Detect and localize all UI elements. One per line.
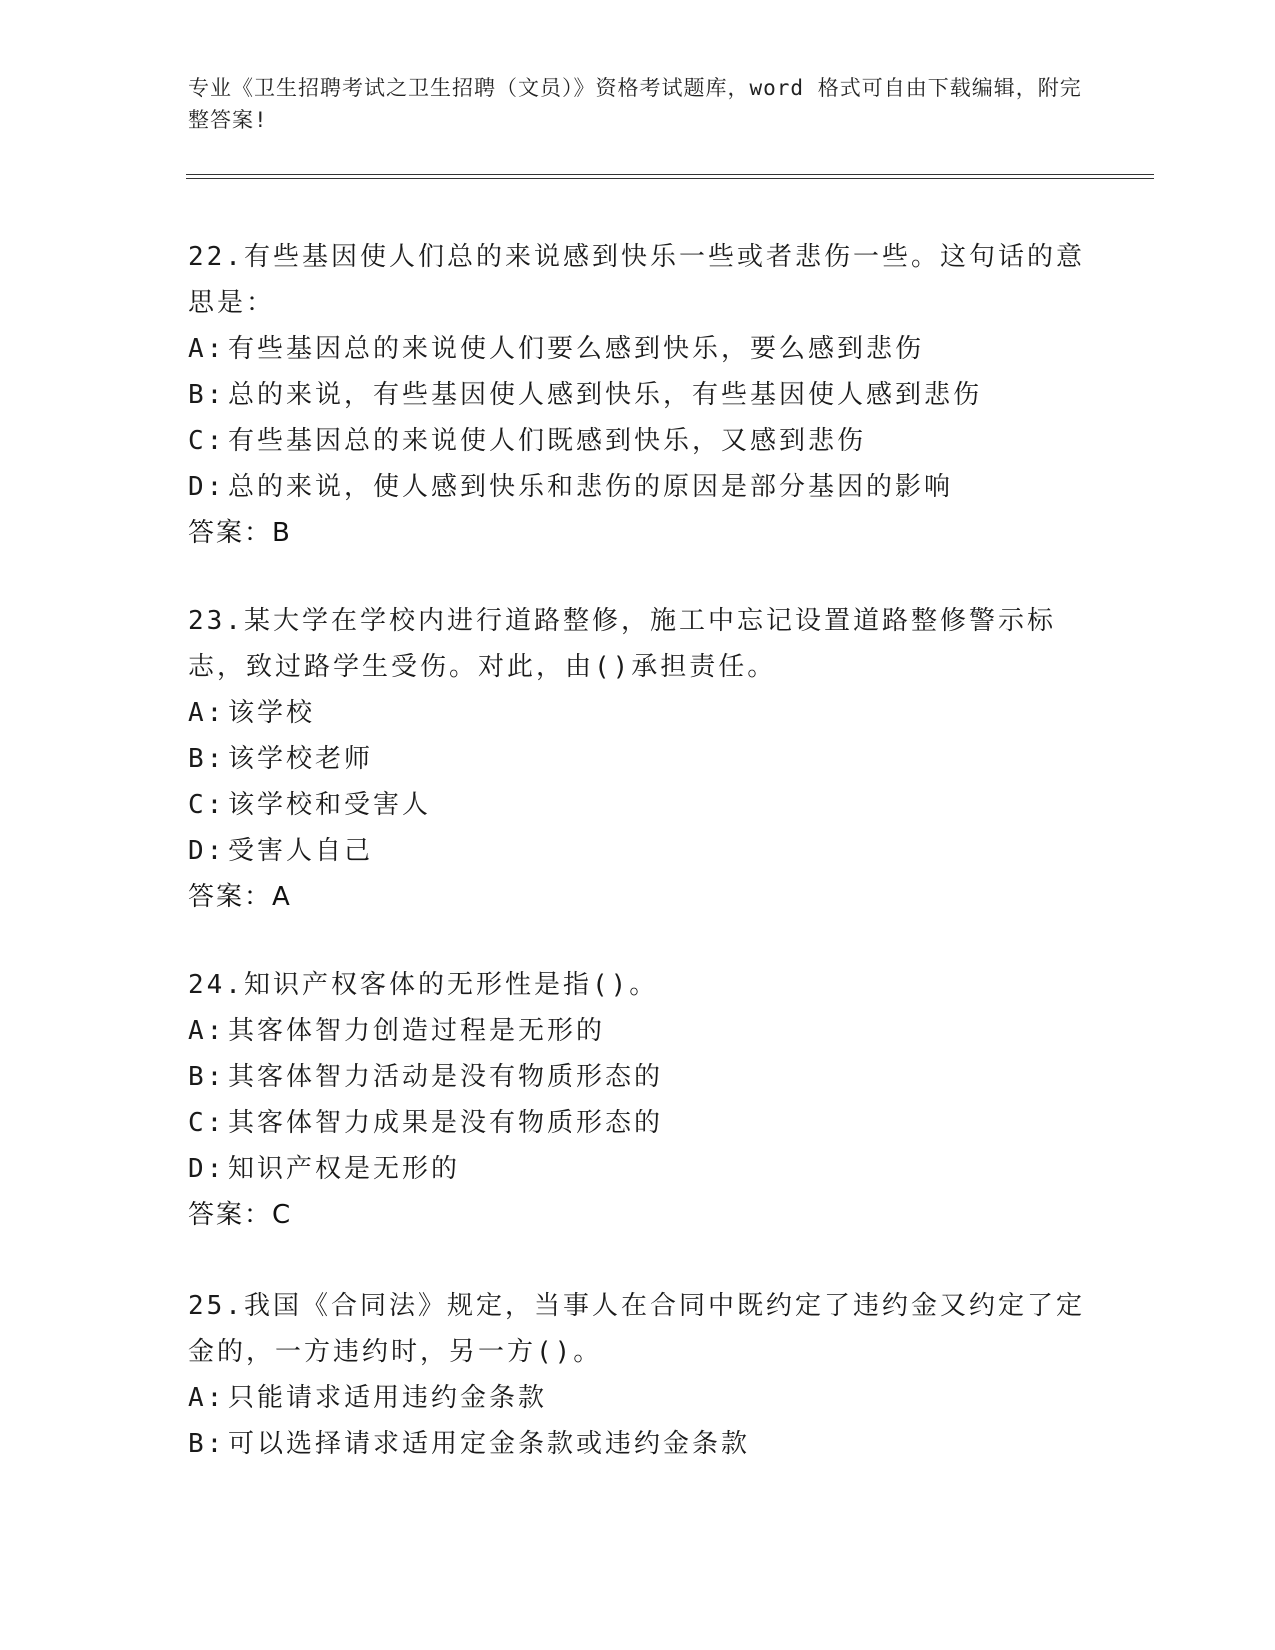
- option-text: 有些基因总的来说使人们要么感到快乐，要么感到悲伤: [228, 334, 925, 364]
- option-d: [188, 464, 1088, 510]
- option-c: [188, 418, 1088, 464]
- question-stem: 22.有些基因使人们总的来说感到快乐一些或者悲伤一些。这句话的意思是：: [188, 242, 1085, 318]
- option-letter: A:: [188, 334, 226, 364]
- option-text: 该学校老师: [228, 744, 374, 774]
- option-a: [188, 1008, 1088, 1054]
- question-25: [188, 1283, 1088, 1467]
- option-text: 有些基因总的来说使人们既感到快乐，又感到悲伤: [228, 426, 867, 456]
- option-text: 只能请求适用违约金条款: [228, 1383, 548, 1413]
- option-letter: A:: [188, 1383, 226, 1413]
- option-letter: C:: [188, 426, 226, 456]
- option-text: 该学校: [228, 698, 316, 728]
- option-text: 受害人自己: [228, 836, 374, 866]
- option-text: 知识产权是无形的: [228, 1154, 461, 1184]
- question-stem: 23.某大学在学校内进行道路整修，施工中忘记设置道路整修警示标志，致过路学生受伤。对此，由()承担责任。: [188, 606, 1056, 682]
- option-letter: D:: [188, 1154, 226, 1184]
- option-text: 可以选择请求适用定金条款或违约金条款: [228, 1429, 751, 1459]
- option-d: [188, 1146, 1088, 1192]
- option-b: [188, 372, 1088, 418]
- option-letter: B:: [188, 744, 226, 774]
- option-text: 其客体智力创造过程是无形的: [228, 1016, 606, 1046]
- option-c: [188, 782, 1088, 828]
- option-b: [188, 1054, 1088, 1100]
- option-b: [188, 1421, 1088, 1467]
- option-text: 其客体智力活动是没有物质形态的: [228, 1062, 664, 1092]
- option-letter: B:: [188, 1062, 226, 1092]
- document-header: 专业《卫生招聘考试之卫生招聘（文员）》资格考试题库，word 格式可自由下载编辑，附完整答案!: [188, 76, 1082, 132]
- answer: 答案：C: [188, 1200, 293, 1230]
- question-23: [188, 598, 1088, 920]
- option-text: 总的来说，有些基因使人感到快乐，有些基因使人感到悲伤: [228, 380, 983, 410]
- option-text: 其客体智力成果是没有物质形态的: [228, 1108, 664, 1138]
- option-a: [188, 1375, 1088, 1421]
- option-d: [188, 828, 1088, 874]
- option-letter: A:: [188, 1016, 226, 1046]
- question-stem: 25.我国《合同法》规定，当事人在合同中既约定了违约金又约定了定金的，一方违约时，另一方()。: [188, 1291, 1085, 1367]
- option-letter: D:: [188, 836, 226, 866]
- option-letter: B:: [188, 1429, 226, 1459]
- option-b: [188, 736, 1088, 782]
- header-divider: [186, 174, 1154, 179]
- option-a: [188, 690, 1088, 736]
- question-stem: 24.知识产权客体的无形性是指()。: [188, 970, 659, 1000]
- option-a: [188, 326, 1088, 372]
- option-c: [188, 1100, 1088, 1146]
- answer: 答案：A: [188, 882, 292, 912]
- option-letter: B:: [188, 380, 226, 410]
- option-letter: D:: [188, 472, 226, 502]
- question-22: [188, 234, 1088, 556]
- option-letter: C:: [188, 790, 226, 820]
- option-letter: C:: [188, 1108, 226, 1138]
- answer: 答案：B: [188, 518, 292, 548]
- option-text: 该学校和受害人: [228, 790, 432, 820]
- question-24: [188, 962, 1088, 1238]
- option-text: 总的来说，使人感到快乐和悲伤的原因是部分基因的影响: [228, 472, 954, 502]
- option-letter: A:: [188, 698, 226, 728]
